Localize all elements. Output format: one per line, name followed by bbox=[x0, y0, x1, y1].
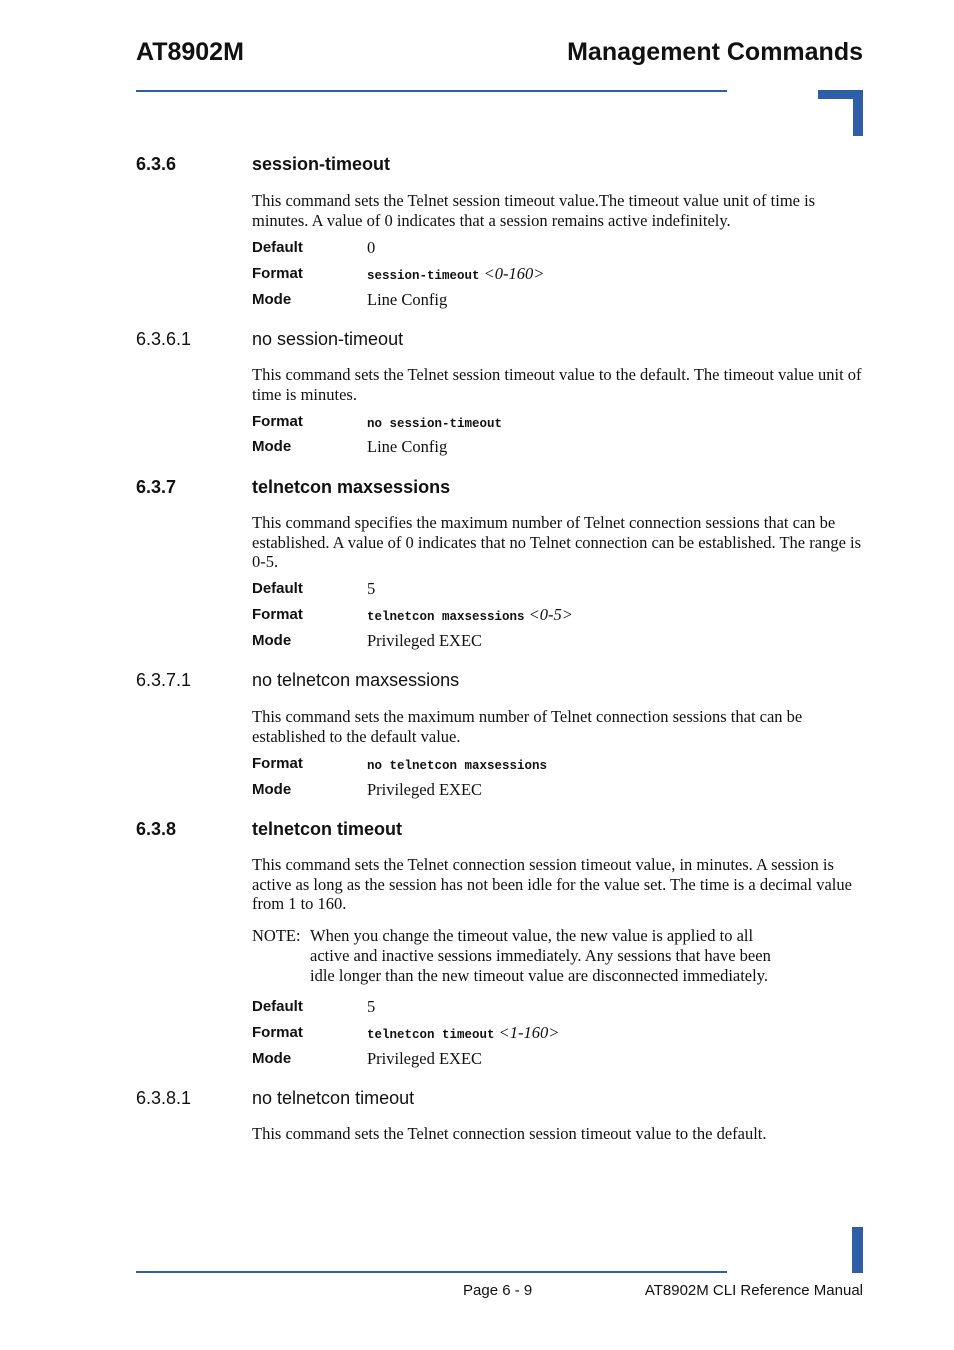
mode-value: Line Config bbox=[367, 290, 448, 309]
section-description: This command sets the maximum number of Telnet connection sessions that can be established to the default value. bbox=[252, 707, 803, 746]
subsection-title: no telnetcon maxsessions bbox=[252, 670, 460, 690]
mode-value: Privileged EXEC bbox=[367, 631, 483, 650]
subsection-title: no session-timeout bbox=[252, 329, 404, 349]
default-value: 5 bbox=[367, 997, 376, 1016]
section-description: This command sets the Telnet connection session timeout value to the default. bbox=[252, 1124, 767, 1143]
header-rule bbox=[136, 90, 727, 92]
mode-label: Mode bbox=[252, 438, 292, 455]
section-number: 6.3.8 bbox=[136, 819, 177, 839]
format-label: Format bbox=[252, 606, 303, 623]
section-description: This command sets the Telnet connection session timeout value, in minutes. A session is active as long as the session has not been idle for the value set. The time is a decimal value from 1 to 160. bbox=[252, 855, 852, 913]
format-syntax bbox=[367, 754, 547, 774]
note-line: active and inactive sessions immediately. Any sessions that have been bbox=[310, 946, 771, 965]
default-label: Default bbox=[252, 239, 303, 256]
subsection-number: 6.3.8.1 bbox=[136, 1088, 192, 1108]
command-argument: <1-160> bbox=[498, 1023, 560, 1042]
section-number: 6.3.6 bbox=[136, 154, 177, 174]
command-argument: <0-160> bbox=[483, 264, 545, 283]
section-title: telnetcon timeout bbox=[252, 819, 403, 839]
mode-value: Line Config bbox=[367, 437, 448, 456]
corner-mark-top bbox=[818, 90, 863, 136]
format-syntax bbox=[367, 264, 544, 284]
command-text: telnetcon timeout bbox=[367, 1028, 495, 1042]
command-text: no telnetcon maxsessions bbox=[367, 759, 548, 773]
mode-value: Privileged EXEC bbox=[367, 780, 483, 799]
command-text: session-timeout bbox=[367, 269, 480, 283]
mode-label: Mode bbox=[252, 291, 292, 308]
mode-value: Privileged EXEC bbox=[367, 1049, 483, 1068]
corner-mark-bottom bbox=[852, 1227, 863, 1273]
format-label: Format bbox=[252, 1024, 303, 1041]
default-value: 0 bbox=[367, 238, 376, 257]
doc-product-title: AT8902M bbox=[136, 38, 244, 66]
manual-title: AT8902M CLI Reference Manual bbox=[644, 1282, 863, 1299]
note-line: idle longer than the new timeout value are disconnected immediately. bbox=[310, 966, 769, 985]
section-description: This command specifies the maximum number of Telnet connection sessions that can be established. A value of 0 indicates that no Telnet connection can be established. The range is 0-5. bbox=[252, 513, 862, 571]
section-title: telnetcon maxsessions bbox=[252, 477, 451, 497]
section-title: session-timeout bbox=[252, 154, 391, 174]
format-syntax bbox=[367, 605, 573, 625]
subsection-number: 6.3.7.1 bbox=[136, 670, 192, 690]
format-label: Format bbox=[252, 755, 303, 772]
doc-chapter-title: Management Commands bbox=[567, 38, 863, 66]
command-text: no session-timeout bbox=[367, 417, 503, 431]
section-description: This command sets the Telnet session timeout value.The timeout value unit of time is minutes. A value of 0 indicates that a session remains active indefinitely. bbox=[252, 191, 816, 230]
page-number: Page 6 - 9 bbox=[463, 1282, 533, 1299]
footer-rule bbox=[136, 1271, 727, 1273]
subsection-number: 6.3.6.1 bbox=[136, 329, 192, 349]
section-number: 6.3.7 bbox=[136, 477, 177, 497]
default-label: Default bbox=[252, 998, 303, 1015]
command-argument: <0-5> bbox=[528, 605, 573, 624]
subsection-title: no telnetcon timeout bbox=[252, 1088, 415, 1108]
mode-label: Mode bbox=[252, 1050, 292, 1067]
format-syntax bbox=[367, 412, 502, 432]
note-line: When you change the timeout value, the new value is applied to all bbox=[310, 926, 754, 945]
format-label: Format bbox=[252, 413, 303, 430]
mode-label: Mode bbox=[252, 781, 292, 798]
format-syntax bbox=[367, 1023, 559, 1043]
default-value: 5 bbox=[367, 579, 376, 598]
note-label: NOTE: bbox=[252, 926, 301, 945]
section-description: This command sets the Telnet session timeout value to the default. The timeout value unit of time is minutes. bbox=[252, 365, 862, 404]
format-label: Format bbox=[252, 265, 303, 282]
mode-label: Mode bbox=[252, 632, 292, 649]
command-text: telnetcon maxsessions bbox=[367, 610, 525, 624]
default-label: Default bbox=[252, 580, 303, 597]
